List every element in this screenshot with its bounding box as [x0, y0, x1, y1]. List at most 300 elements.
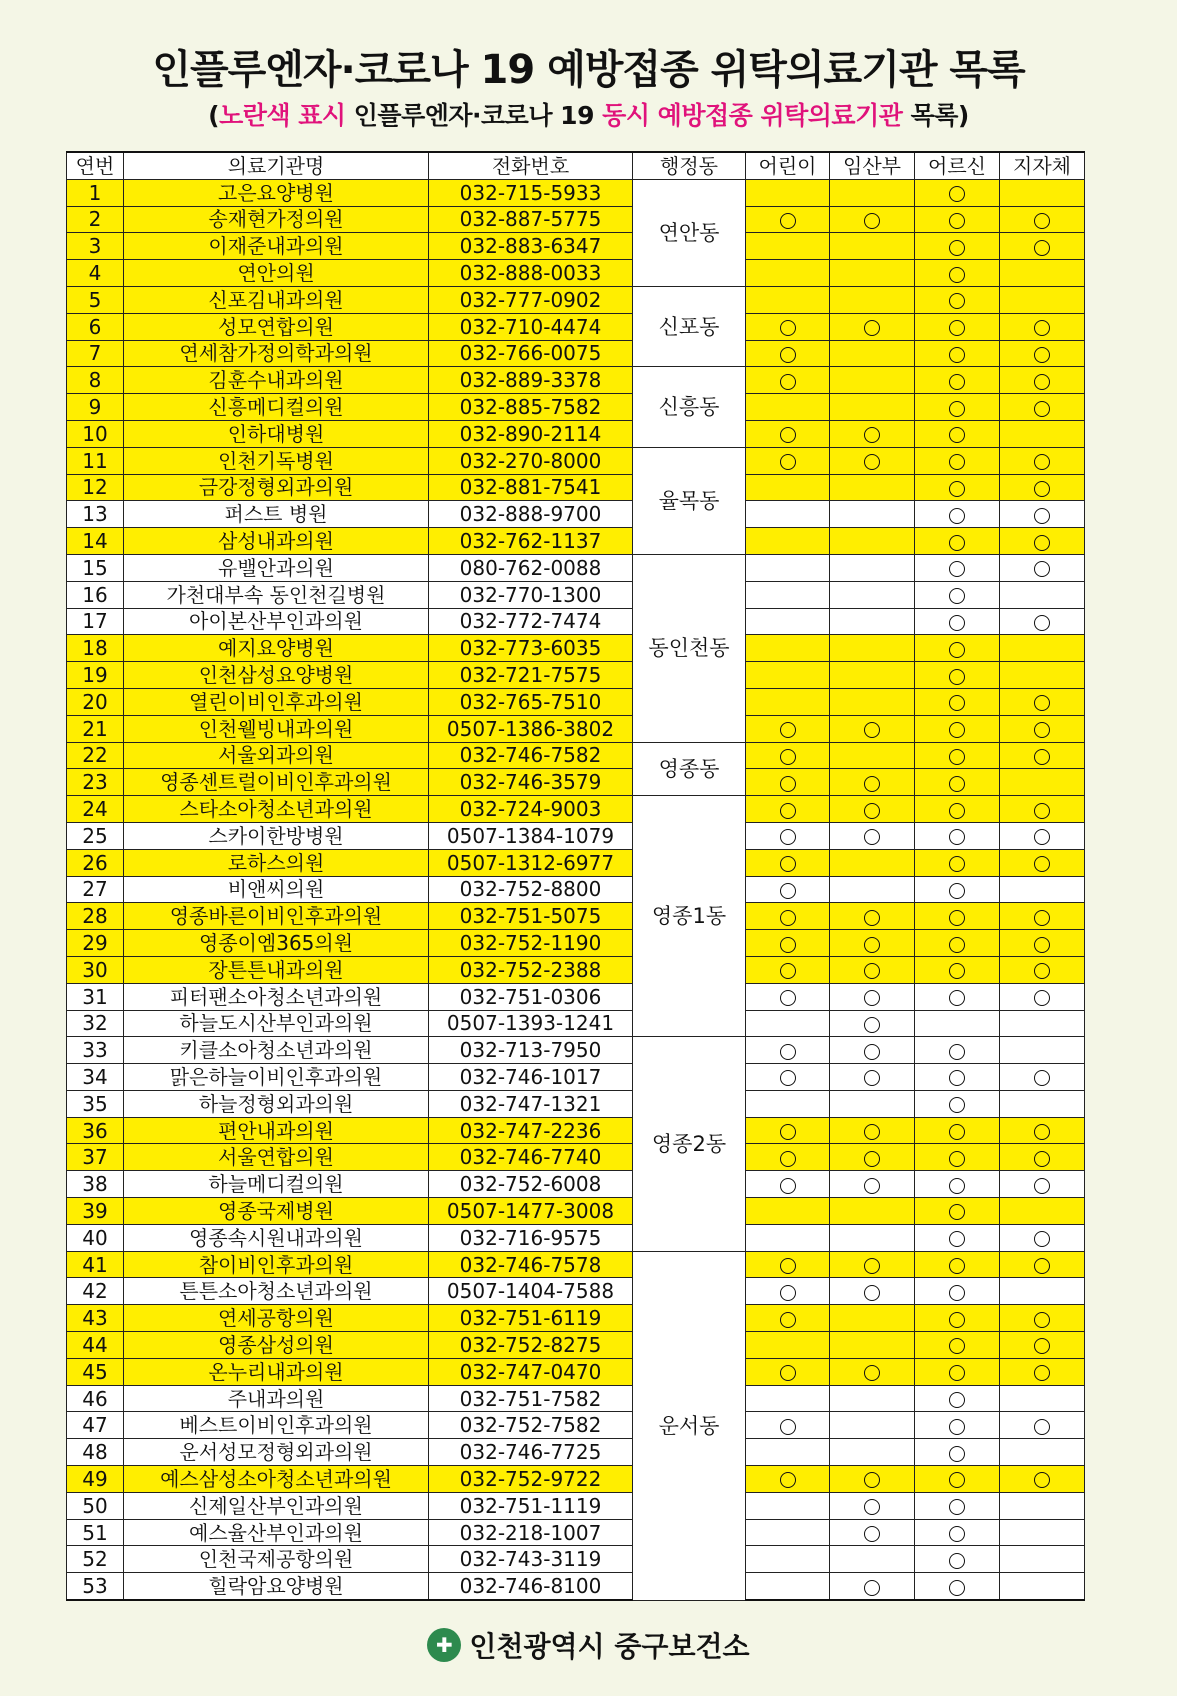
- clinic-name: 장튼튼내과의원: [124, 956, 429, 983]
- row-number: 26: [67, 849, 124, 876]
- row-number: 10: [67, 420, 124, 447]
- pregnant-mark-circle-icon: [864, 776, 880, 792]
- local-mark-cell: [1000, 688, 1085, 715]
- local-mark-cell: [1000, 206, 1085, 233]
- clinic-phone: 032-752-6008: [429, 1171, 633, 1198]
- row-number: 17: [67, 608, 124, 635]
- elder-mark-circle-icon: [949, 722, 965, 738]
- child-mark-cell: [746, 1090, 830, 1117]
- elder-mark-circle-icon: [949, 401, 965, 417]
- pregnant-mark-circle-icon: [864, 454, 880, 470]
- child-mark-circle-icon: [780, 1285, 796, 1301]
- pregnant-mark-circle-icon: [864, 963, 880, 979]
- child-mark-circle-icon: [780, 374, 796, 390]
- header-dong: 행정동: [633, 152, 746, 179]
- row-number: 40: [67, 1224, 124, 1251]
- child-mark-cell: [746, 1546, 830, 1573]
- clinic-phone: 0507-1312-6977: [429, 849, 633, 876]
- elder-mark-circle-icon: [949, 1258, 965, 1274]
- pregnant-mark-circle-icon: [864, 1258, 880, 1274]
- pregnant-mark-cell: [830, 528, 915, 555]
- clinic-phone: 032-752-8275: [429, 1332, 633, 1359]
- row-number: 51: [67, 1519, 124, 1546]
- local-mark-circle-icon: [1034, 535, 1050, 551]
- local-mark-circle-icon: [1034, 1312, 1050, 1328]
- local-mark-cell: [1000, 715, 1085, 742]
- child-mark-cell: [746, 1519, 830, 1546]
- pregnant-mark-cell: [830, 554, 915, 581]
- table-row: [67, 1358, 1085, 1385]
- row-number: 2: [67, 206, 124, 233]
- child-mark-circle-icon: [780, 722, 796, 738]
- clinic-phone: 080-762-0088: [429, 554, 633, 581]
- elder-mark-circle-icon: [949, 1338, 965, 1354]
- clinic-phone: 032-746-7578: [429, 1251, 633, 1278]
- child-mark-cell: [746, 1198, 830, 1225]
- child-mark-cell: [746, 1224, 830, 1251]
- clinic-phone: 032-716-9575: [429, 1224, 633, 1251]
- clinic-phone: 032-743-3119: [429, 1546, 633, 1573]
- child-mark-circle-icon: [780, 427, 796, 443]
- elder-mark-circle-icon: [949, 883, 965, 899]
- clinic-table: [66, 151, 1085, 1601]
- clinic-name: 유밸안과의원: [124, 554, 429, 581]
- pregnant-mark-cell: [830, 742, 915, 769]
- clinic-phone: 0507-1393-1241: [429, 1010, 633, 1037]
- local-mark-cell: [1000, 260, 1085, 287]
- header-elder: 어르신: [915, 152, 1000, 179]
- row-number: 48: [67, 1439, 124, 1466]
- pregnant-mark-circle-icon: [864, 1178, 880, 1194]
- subtitle-close: 목록): [902, 101, 969, 130]
- child-mark-cell: [746, 1010, 830, 1037]
- pregnant-mark-circle-icon: [864, 1017, 880, 1033]
- clinic-phone: 032-752-7582: [429, 1412, 633, 1439]
- elder-mark-cell: [915, 1412, 1000, 1439]
- pregnant-mark-circle-icon: [864, 910, 880, 926]
- clinic-name: 튼튼소아청소년과의원: [124, 1278, 429, 1305]
- elder-mark-circle-icon: [949, 749, 965, 765]
- row-number: 44: [67, 1332, 124, 1359]
- elder-mark-circle-icon: [949, 1365, 965, 1381]
- local-mark-circle-icon: [1034, 937, 1050, 953]
- local-mark-circle-icon: [1034, 829, 1050, 845]
- clinic-phone: 032-746-7725: [429, 1439, 633, 1466]
- pregnant-mark-cell: [830, 662, 915, 689]
- table-row: [67, 313, 1085, 340]
- child-mark-cell: [746, 340, 830, 367]
- elder-mark-cell: [915, 1305, 1000, 1332]
- local-mark-circle-icon: [1034, 454, 1050, 470]
- child-mark-circle-icon: [780, 1258, 796, 1274]
- table-row: [67, 501, 1085, 528]
- clinic-phone: 032-765-7510: [429, 688, 633, 715]
- child-mark-circle-icon: [780, 454, 796, 470]
- table-row: [67, 1010, 1085, 1037]
- dong-cell: 연안동: [633, 179, 746, 286]
- local-mark-cell: [1000, 528, 1085, 555]
- child-mark-cell: [746, 715, 830, 742]
- clinic-name: 인천기독병원: [124, 447, 429, 474]
- table-row: [67, 956, 1085, 983]
- header-phone: 전화번호: [429, 152, 633, 179]
- row-number: 12: [67, 474, 124, 501]
- local-mark-cell: [1000, 340, 1085, 367]
- row-number: 39: [67, 1198, 124, 1225]
- child-mark-cell: [746, 1117, 830, 1144]
- table-row: [67, 260, 1085, 287]
- elder-mark-cell: [915, 1573, 1000, 1600]
- table-row: [67, 1332, 1085, 1359]
- clinic-phone: 032-888-9700: [429, 501, 633, 528]
- row-number: 6: [67, 313, 124, 340]
- clinic-phone: 032-752-8800: [429, 876, 633, 903]
- child-mark-circle-icon: [780, 1472, 796, 1488]
- clinic-name: 열린이비인후과의원: [124, 688, 429, 715]
- local-mark-cell: [1000, 233, 1085, 260]
- child-mark-cell: [746, 367, 830, 394]
- pregnant-mark-cell: [830, 688, 915, 715]
- child-mark-cell: [746, 1492, 830, 1519]
- child-mark-circle-icon: [780, 1070, 796, 1086]
- clinic-name: 영종국제병원: [124, 1198, 429, 1225]
- pregnant-mark-cell: [830, 983, 915, 1010]
- clinic-name: 송재현가정의원: [124, 206, 429, 233]
- subtitle-text: 인플루엔자·코로나 19: [345, 101, 603, 130]
- clinic-name: 스타소아청소년과의원: [124, 796, 429, 823]
- local-mark-circle-icon: [1034, 990, 1050, 1006]
- child-mark-cell: [746, 956, 830, 983]
- clinic-phone: 032-889-3378: [429, 367, 633, 394]
- elder-mark-cell: [915, 930, 1000, 957]
- local-mark-cell: [1000, 608, 1085, 635]
- elder-mark-circle-icon: [949, 427, 965, 443]
- child-mark-cell: [746, 260, 830, 287]
- clinic-phone: 032-752-9722: [429, 1466, 633, 1493]
- row-number: 13: [67, 501, 124, 528]
- row-number: 5: [67, 286, 124, 313]
- pregnant-mark-cell: [830, 260, 915, 287]
- local-mark-circle-icon: [1034, 856, 1050, 872]
- pregnant-mark-cell: [830, 1332, 915, 1359]
- clinic-phone: 032-713-7950: [429, 1037, 633, 1064]
- elder-mark-circle-icon: [949, 454, 965, 470]
- row-number: 37: [67, 1144, 124, 1171]
- clinic-phone: 032-270-8000: [429, 447, 633, 474]
- clinic-name: 맑은하늘이비인후과의원: [124, 1064, 429, 1091]
- child-mark-circle-icon: [780, 1312, 796, 1328]
- table-row: [67, 1117, 1085, 1144]
- table-row: [67, 528, 1085, 555]
- elder-mark-circle-icon: [949, 481, 965, 497]
- junggu-logo-icon: ✚: [427, 1628, 461, 1662]
- child-mark-circle-icon: [780, 990, 796, 1006]
- row-number: 30: [67, 956, 124, 983]
- clinic-phone: 032-751-6119: [429, 1305, 633, 1332]
- local-mark-cell: [1000, 1546, 1085, 1573]
- clinic-phone: 032-746-7582: [429, 742, 633, 769]
- clinic-phone: 032-887-5775: [429, 206, 633, 233]
- subtitle-simultaneous: 동시 예방접종 위탁의료기관: [602, 101, 903, 130]
- pregnant-mark-circle-icon: [864, 320, 880, 336]
- local-mark-circle-icon: [1034, 1258, 1050, 1274]
- local-mark-cell: [1000, 662, 1085, 689]
- pregnant-mark-cell: [830, 715, 915, 742]
- elder-mark-cell: [915, 1492, 1000, 1519]
- table-row: [67, 1064, 1085, 1091]
- table-row: [67, 662, 1085, 689]
- pregnant-mark-cell: [830, 474, 915, 501]
- elder-mark-cell: [915, 849, 1000, 876]
- elder-mark-cell: [915, 233, 1000, 260]
- clinic-name: 신제일산부인과의원: [124, 1492, 429, 1519]
- clinic-phone: 032-770-1300: [429, 581, 633, 608]
- row-number: 34: [67, 1064, 124, 1091]
- row-number: 7: [67, 340, 124, 367]
- local-mark-circle-icon: [1034, 347, 1050, 363]
- footer-org: 인천광역시 중구보건소: [469, 1630, 750, 1663]
- clinic-name: 하늘정형외과의원: [124, 1090, 429, 1117]
- table-row: [67, 849, 1085, 876]
- pregnant-mark-circle-icon: [864, 213, 880, 229]
- elder-mark-cell: [915, 474, 1000, 501]
- table-row: [67, 1090, 1085, 1117]
- child-mark-cell: [746, 1251, 830, 1278]
- pregnant-mark-cell: [830, 1546, 915, 1573]
- clinic-phone: 032-747-1321: [429, 1090, 633, 1117]
- pregnant-mark-cell: [830, 420, 915, 447]
- clinic-name: 고은요양병원: [124, 179, 429, 206]
- pregnant-mark-cell: [830, 1117, 915, 1144]
- local-mark-cell: [1000, 1519, 1085, 1546]
- elder-mark-cell: [915, 662, 1000, 689]
- elder-mark-circle-icon: [949, 186, 965, 202]
- row-number: 45: [67, 1358, 124, 1385]
- local-mark-cell: [1000, 1037, 1085, 1064]
- clinic-name: 운서성모정형외과의원: [124, 1439, 429, 1466]
- table-row: [67, 581, 1085, 608]
- clinic-name: 아이본산부인과의원: [124, 608, 429, 635]
- pregnant-mark-cell: [830, 1305, 915, 1332]
- row-number: 42: [67, 1278, 124, 1305]
- pregnant-mark-cell: [830, 1278, 915, 1305]
- elder-mark-circle-icon: [949, 1419, 965, 1435]
- local-mark-circle-icon: [1034, 320, 1050, 336]
- local-mark-cell: [1000, 876, 1085, 903]
- elder-mark-cell: [915, 1466, 1000, 1493]
- row-number: 27: [67, 876, 124, 903]
- header-child: 어린이: [746, 152, 830, 179]
- local-mark-cell: [1000, 286, 1085, 313]
- local-mark-cell: [1000, 1358, 1085, 1385]
- local-mark-cell: [1000, 635, 1085, 662]
- elder-mark-circle-icon: [949, 1178, 965, 1194]
- row-number: 23: [67, 769, 124, 796]
- child-mark-cell: [746, 1037, 830, 1064]
- pregnant-mark-cell: [830, 1412, 915, 1439]
- pregnant-mark-circle-icon: [864, 1124, 880, 1140]
- row-number: 21: [67, 715, 124, 742]
- local-mark-cell: [1000, 1224, 1085, 1251]
- elder-mark-circle-icon: [949, 240, 965, 256]
- row-number: 15: [67, 554, 124, 581]
- pregnant-mark-cell: [830, 1466, 915, 1493]
- clinic-name: 인천국제공항의원: [124, 1546, 429, 1573]
- local-mark-cell: [1000, 420, 1085, 447]
- local-mark-cell: [1000, 1117, 1085, 1144]
- local-mark-cell: [1000, 313, 1085, 340]
- child-mark-circle-icon: [780, 963, 796, 979]
- table-row: [67, 1519, 1085, 1546]
- pregnant-mark-cell: [830, 1171, 915, 1198]
- pregnant-mark-cell: [830, 930, 915, 957]
- clinic-name: 비앤씨의원: [124, 876, 429, 903]
- row-number: 35: [67, 1090, 124, 1117]
- child-mark-circle-icon: [780, 803, 796, 819]
- child-mark-cell: [746, 394, 830, 421]
- child-mark-cell: [746, 1466, 830, 1493]
- clinic-name: 금강정형외과의원: [124, 474, 429, 501]
- local-mark-cell: [1000, 769, 1085, 796]
- clinic-phone: 032-890-2114: [429, 420, 633, 447]
- child-mark-cell: [746, 849, 830, 876]
- clinic-phone: 032-746-3579: [429, 769, 633, 796]
- clinic-name: 연세참가정의학과의원: [124, 340, 429, 367]
- clinic-name: 하늘도시산부인과의원: [124, 1010, 429, 1037]
- pregnant-mark-circle-icon: [864, 1285, 880, 1301]
- clinic-name: 예스삼성소아청소년과의원: [124, 1466, 429, 1493]
- child-mark-circle-icon: [780, 213, 796, 229]
- clinic-phone: 032-747-0470: [429, 1358, 633, 1385]
- elder-mark-circle-icon: [949, 1231, 965, 1247]
- local-mark-circle-icon: [1034, 615, 1050, 631]
- pregnant-mark-cell: [830, 394, 915, 421]
- child-mark-cell: [746, 688, 830, 715]
- row-number: 20: [67, 688, 124, 715]
- pregnant-mark-circle-icon: [864, 722, 880, 738]
- row-number: 8: [67, 367, 124, 394]
- elder-mark-cell: [915, 1385, 1000, 1412]
- local-mark-cell: [1000, 1332, 1085, 1359]
- local-mark-cell: [1000, 822, 1085, 849]
- pregnant-mark-cell: [830, 635, 915, 662]
- pregnant-mark-cell: [830, 1251, 915, 1278]
- elder-mark-circle-icon: [949, 213, 965, 229]
- pregnant-mark-cell: [830, 1224, 915, 1251]
- row-number: 38: [67, 1171, 124, 1198]
- pregnant-mark-circle-icon: [864, 803, 880, 819]
- clinic-phone: 032-751-1119: [429, 1492, 633, 1519]
- clinic-phone: 032-752-1190: [429, 930, 633, 957]
- child-mark-cell: [746, 474, 830, 501]
- clinic-name: 영종이엠365의원: [124, 930, 429, 957]
- elder-mark-cell: [915, 635, 1000, 662]
- dong-cell: 신흥동: [633, 367, 746, 447]
- child-mark-cell: [746, 206, 830, 233]
- table-row: [67, 474, 1085, 501]
- row-number: 22: [67, 742, 124, 769]
- elder-mark-circle-icon: [949, 1070, 965, 1086]
- dong-cell: 동인천동: [633, 554, 746, 742]
- clinic-phone: 032-751-0306: [429, 983, 633, 1010]
- pregnant-mark-cell: [830, 903, 915, 930]
- elder-mark-cell: [915, 1546, 1000, 1573]
- row-number: 4: [67, 260, 124, 287]
- table-row: [67, 447, 1085, 474]
- elder-mark-circle-icon: [949, 535, 965, 551]
- local-mark-cell: [1000, 1466, 1085, 1493]
- elder-mark-cell: [915, 608, 1000, 635]
- elder-mark-circle-icon: [949, 669, 965, 685]
- child-mark-cell: [746, 1064, 830, 1091]
- clinic-name: 예지요양병원: [124, 635, 429, 662]
- clinic-name: 영종바른이비인후과의원: [124, 903, 429, 930]
- pregnant-mark-cell: [830, 501, 915, 528]
- pregnant-mark-cell: [830, 769, 915, 796]
- clinic-name: 삼성내과의원: [124, 528, 429, 555]
- clinic-phone: 032-777-0902: [429, 286, 633, 313]
- elder-mark-circle-icon: [949, 642, 965, 658]
- elder-mark-cell: [915, 983, 1000, 1010]
- local-mark-circle-icon: [1034, 240, 1050, 256]
- pregnant-mark-cell: [830, 1358, 915, 1385]
- local-mark-cell: [1000, 1064, 1085, 1091]
- pregnant-mark-circle-icon: [864, 1365, 880, 1381]
- local-mark-circle-icon: [1034, 1338, 1050, 1354]
- local-mark-cell: [1000, 554, 1085, 581]
- child-mark-circle-icon: [780, 1419, 796, 1435]
- row-number: 29: [67, 930, 124, 957]
- table-row: [67, 1546, 1085, 1573]
- elder-mark-cell: [915, 715, 1000, 742]
- clinic-name: 인천웰빙내과의원: [124, 715, 429, 742]
- local-mark-cell: [1000, 1171, 1085, 1198]
- local-mark-circle-icon: [1034, 1151, 1050, 1167]
- child-mark-cell: [746, 286, 830, 313]
- elder-mark-cell: [915, 340, 1000, 367]
- local-mark-cell: [1000, 796, 1085, 823]
- pregnant-mark-circle-icon: [864, 1499, 880, 1515]
- header-local: 지자체: [1000, 152, 1085, 179]
- table-row: [67, 608, 1085, 635]
- child-mark-cell: [746, 528, 830, 555]
- table-row: [67, 286, 1085, 313]
- elder-mark-circle-icon: [949, 803, 965, 819]
- clinic-phone: 032-721-7575: [429, 662, 633, 689]
- elder-mark-circle-icon: [949, 990, 965, 1006]
- elder-mark-circle-icon: [949, 776, 965, 792]
- footer: [0, 1625, 1177, 1665]
- elder-mark-circle-icon: [949, 829, 965, 845]
- clinic-name: 서울외과의원: [124, 742, 429, 769]
- dong-cell: 신포동: [633, 286, 746, 366]
- local-mark-circle-icon: [1034, 722, 1050, 738]
- clinic-name: 신흥메디컬의원: [124, 394, 429, 421]
- row-number: 33: [67, 1037, 124, 1064]
- local-mark-circle-icon: [1034, 749, 1050, 765]
- elder-mark-cell: [915, 206, 1000, 233]
- local-mark-cell: [1000, 1412, 1085, 1439]
- local-mark-circle-icon: [1034, 508, 1050, 524]
- elder-mark-cell: [915, 1117, 1000, 1144]
- elder-mark-cell: [915, 956, 1000, 983]
- local-mark-cell: [1000, 179, 1085, 206]
- header-no: 연번: [67, 152, 124, 179]
- clinic-name: 서울연합의원: [124, 1144, 429, 1171]
- local-mark-circle-icon: [1034, 1419, 1050, 1435]
- clinic-name: 베스트이비인후과의원: [124, 1412, 429, 1439]
- table-row: [67, 1224, 1085, 1251]
